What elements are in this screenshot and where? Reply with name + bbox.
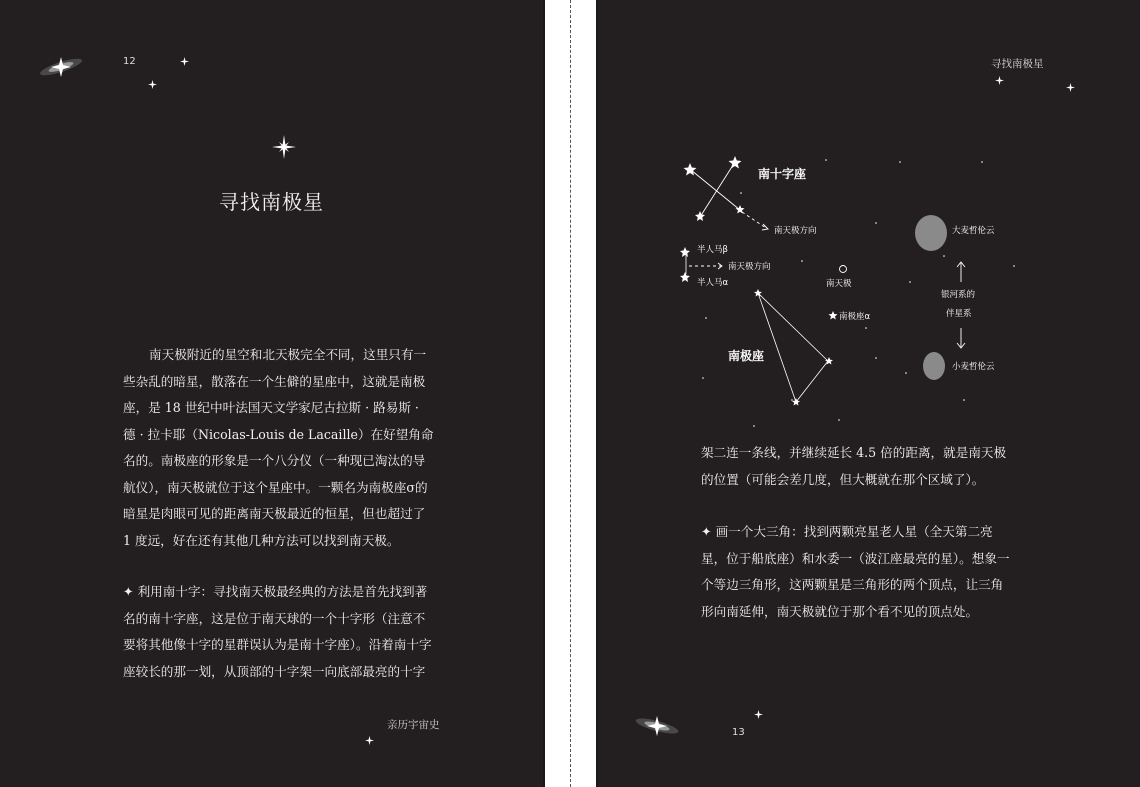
body-paragraph [123,579,441,685]
right-page [598,0,1140,787]
page-number: 12 [123,56,136,67]
book-gutter [543,0,598,787]
sparkle-icon [365,736,374,745]
lmc-label: 大麦哲伦云 [952,226,995,236]
smc-label: 小麦哲伦云 [952,362,995,372]
page-number: 13 [732,727,745,738]
sigma-octantis-label: 南极座α [839,312,871,322]
text-line: 架二连一条线，并继续延长 4.5 倍的距离，就是南天极 [701,445,1007,460]
text-line: 南天极附近的星空和北天极完全不同，这里只有一 [149,347,427,362]
left-page [0,0,543,787]
sparkle-icon [754,710,763,719]
galaxy-icon [36,54,86,80]
running-footer: 亲历宇宙史 [387,719,440,731]
title-sparkle-icon [272,135,296,159]
text-line: 座，是 18 世纪中叶法国天文学家尼古拉斯 · 路易斯 · [123,400,419,415]
body-paragraph [701,519,1021,625]
southern-sky-diagram [676,148,1056,438]
text-line: 个等边三角形，这两颗星是三角形的两个顶点，让三角 [701,577,1004,592]
text-line: 要将其他像十字的星群误认为是南十字座）。沿着南十字 [123,637,432,652]
large-magellanic-cloud [915,215,947,251]
galaxy-icon [632,713,682,739]
small-magellanic-cloud [923,352,945,380]
sparkle-icon [148,80,157,89]
beta-centauri-label: 半人马β [697,245,728,255]
text-line: 的位置（可能会差几度，但大概就在那个区域了）。 [701,471,985,487]
milky-way-label: 伴星系 [946,309,972,319]
text-line: 德 · 拉卡耶（Nicolas-Louis de Lacaille）在好望角命 [123,426,434,442]
direction-label: 南天极方向 [774,226,817,236]
text-line: 画一个大三角：找到两颗亮星老人星（全天第二亮 [715,524,993,539]
south-pole-label: 南天极 [826,279,852,289]
text-line: 1 度远，好在还有其他几种方法可以找到南天极。 [123,532,400,548]
body-paragraph [701,440,1021,493]
text-line: 形向南延伸，南天极就位于那个看不见的顶点处。 [701,603,979,619]
text-line: 利用南十字：寻找南天极最经典的方法是首先找到著 [137,584,428,599]
bullet-sparkle-icon: ✦ [701,524,712,539]
text-line: 名的南十字座，这是位于南天球的一个十字形（注意不 [123,610,426,626]
page-title: 寻找南极星 [219,190,324,214]
direction-label: 南天极方向 [728,262,771,272]
south-pole-marker [840,266,847,273]
text-line: 星，位于船底座）和水委一（波江座最亮的星）。想象一 [701,550,1010,566]
alpha-centauri-label: 半人马α [697,278,729,288]
southern-cross-label: 南十字座 [758,167,807,181]
bullet-sparkle-icon: ✦ [123,584,134,599]
sparkle-icon [1066,83,1075,92]
octans-label: 南极座 [728,349,765,363]
text-line: 些杂乱的暗星，散落在一个生僻的星座中，这就是南极 [123,373,426,389]
text-line: 名的。南极座的形象是一个八分仪（一种现已淘汰的导 [123,453,426,468]
sparkle-icon [995,76,1004,85]
milky-way-label: 银河系的 [941,290,976,300]
running-header: 寻找南极星 [991,58,1044,70]
body-paragraph [123,342,441,554]
sparkle-icon [180,57,189,66]
text-line: 航仪），南天极就位于这个星座中。一颗名为南极座σ的 [123,479,428,495]
text-line: 座较长的那一划，从顶部的十字架一向底部最亮的十字 [123,663,426,679]
text-line: 暗星是肉眼可见的距离南天极最近的恒星，但也超过了 [123,506,426,521]
